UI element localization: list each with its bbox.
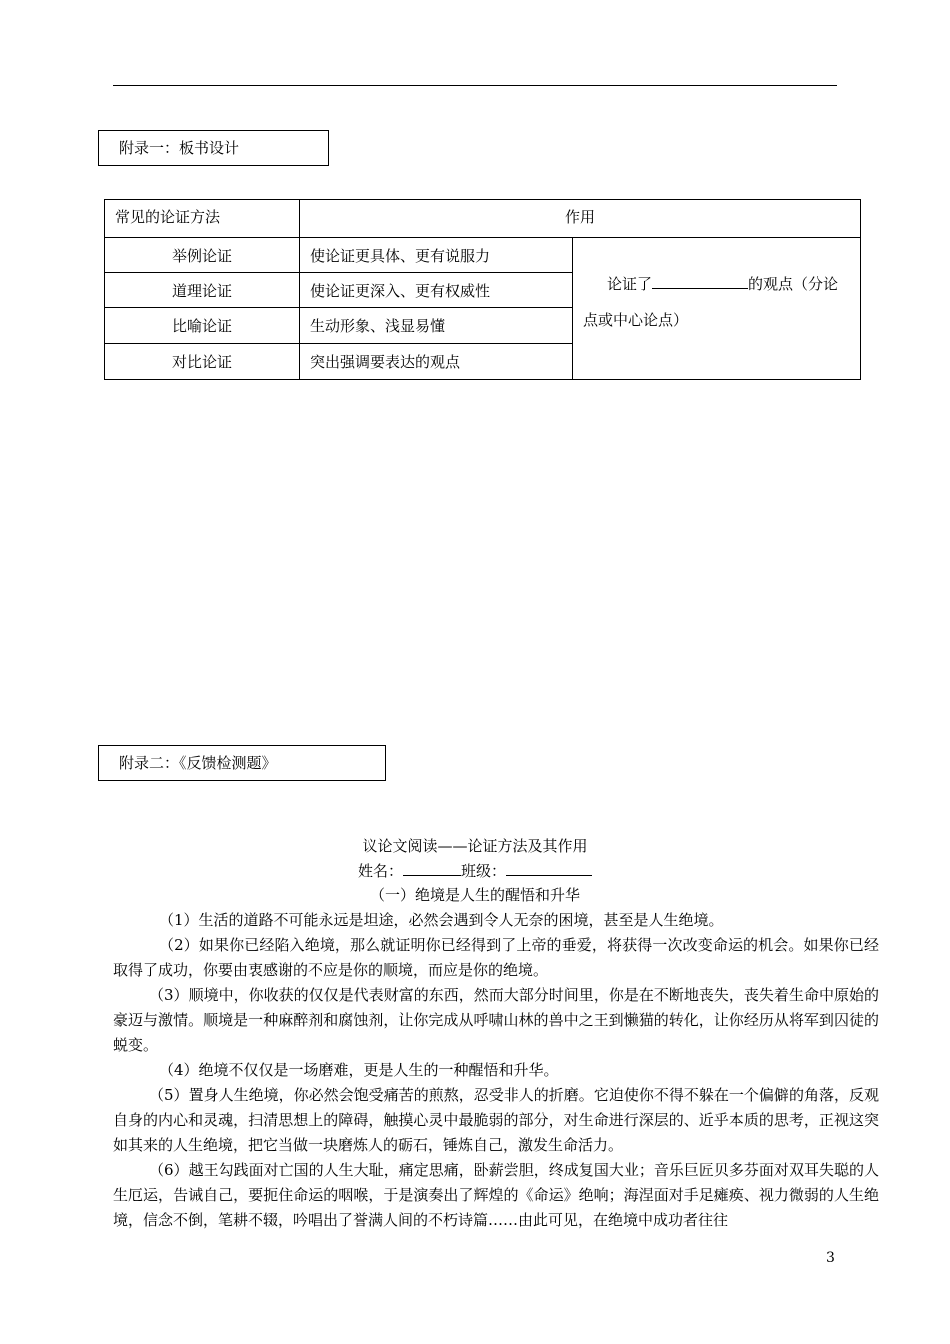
paragraph-2: （2）如果你已经陷入绝境，那么就证明你已经得到了上帝的垂爱，将获得一次改变命运的机会。如果你已经取得了成功，你要由衷感谢的不应是你的顺境，而应是你的绝境。 bbox=[113, 936, 879, 979]
effect-cell: 使论证更深入、更有权威性 bbox=[300, 273, 573, 308]
header-rule bbox=[113, 85, 837, 86]
method-cell: 比喻论证 bbox=[105, 308, 300, 344]
conclusion-blank bbox=[652, 274, 748, 289]
paragraph-5: （5）置身人生绝境，你必然会饱受痛苦的煎熬，忍受非人的折磨。它迫使你不得不躲在一个偏僻的角落，反观自身的内心和灵魂，扫清思想上的障碍，触摸心灵中最脆弱的部分，对生命进行深层的、近乎本质的思考，正视这突如其来的人生绝境，把它当做一块磨炼人的砺石，锤炼自己，激发生命活力。 bbox=[113, 1086, 879, 1154]
effect-cell: 突出强调要表达的观点 bbox=[300, 344, 573, 380]
header-effect: 作用 bbox=[300, 200, 861, 238]
appendix1-label bbox=[98, 130, 329, 166]
table-row bbox=[105, 238, 861, 273]
effect-cell: 使论证更具体、更有说服力 bbox=[300, 238, 573, 273]
paragraph-3: （3）顺境中，你收获的仅仅是代表财富的东西，然而大部分时间里，你是在不断地丧失，丧失着生命中原始的豪迈与激情。顺境是一种麻醉剂和腐蚀剂，让你完成从呼啸山林的兽中之王到懒猫的转化，让你经历从将军到囚徒的蜕变。 bbox=[113, 986, 879, 1054]
paragraph-1: （1）生活的道路不可能永远是坦途，必然会遇到令人无奈的困境，甚至是人生绝境。 bbox=[159, 911, 724, 929]
appendix2-label-text: 附录二：《反馈检测题》 bbox=[119, 754, 277, 772]
conclusion-line2: 点或中心论点） bbox=[583, 311, 689, 329]
appendix1-label-text: 附录一：板书设计 bbox=[119, 139, 240, 157]
method-cell: 举例论证 bbox=[105, 238, 300, 273]
page-number: 3 bbox=[826, 1250, 835, 1266]
class-blank[interactable] bbox=[506, 861, 592, 876]
paragraph-6: （6）越王勾践面对亡国的人生大耻，痛定思痛，卧薪尝胆，终成复国大业；音乐巨匠贝多芬面对双耳失聪的人生厄运，告诫自己，要扼住命运的咽喉，于是演奏出了辉煌的《命运》绝响；海涅面对手足瘫痪、视力微弱的人生绝境，信念不倒，笔耕不辍，吟唱出了誉满人间的不朽诗篇……由此可见，在绝境中成功者往往 bbox=[113, 1161, 879, 1229]
name-class-line bbox=[0, 860, 950, 881]
name-blank[interactable] bbox=[403, 861, 461, 876]
conclusion-cell bbox=[573, 238, 861, 380]
method-cell: 对比论证 bbox=[105, 344, 300, 380]
conclusion-prefix: 论证了 bbox=[607, 275, 653, 293]
effect-cell: 生动形象、浅显易懂 bbox=[300, 308, 573, 344]
table-header-row bbox=[105, 200, 861, 238]
method-cell: 道理论证 bbox=[105, 273, 300, 308]
appendix2-label bbox=[98, 745, 386, 781]
paragraph-4: （4）绝境不仅仅是一场磨难，更是人生的一种醒悟和升华。 bbox=[159, 1061, 559, 1079]
class-label: 班级： bbox=[461, 862, 507, 880]
worksheet-title: 议论文阅读——论证方法及其作用 bbox=[362, 837, 588, 855]
header-method: 常见的论证方法 bbox=[105, 200, 300, 238]
conclusion-suffix: 的观点（分论 bbox=[748, 275, 839, 293]
section-title: （一）绝境是人生的醒悟和升华 bbox=[369, 886, 580, 904]
methods-table bbox=[104, 199, 861, 380]
name-label: 姓名： bbox=[357, 862, 403, 880]
